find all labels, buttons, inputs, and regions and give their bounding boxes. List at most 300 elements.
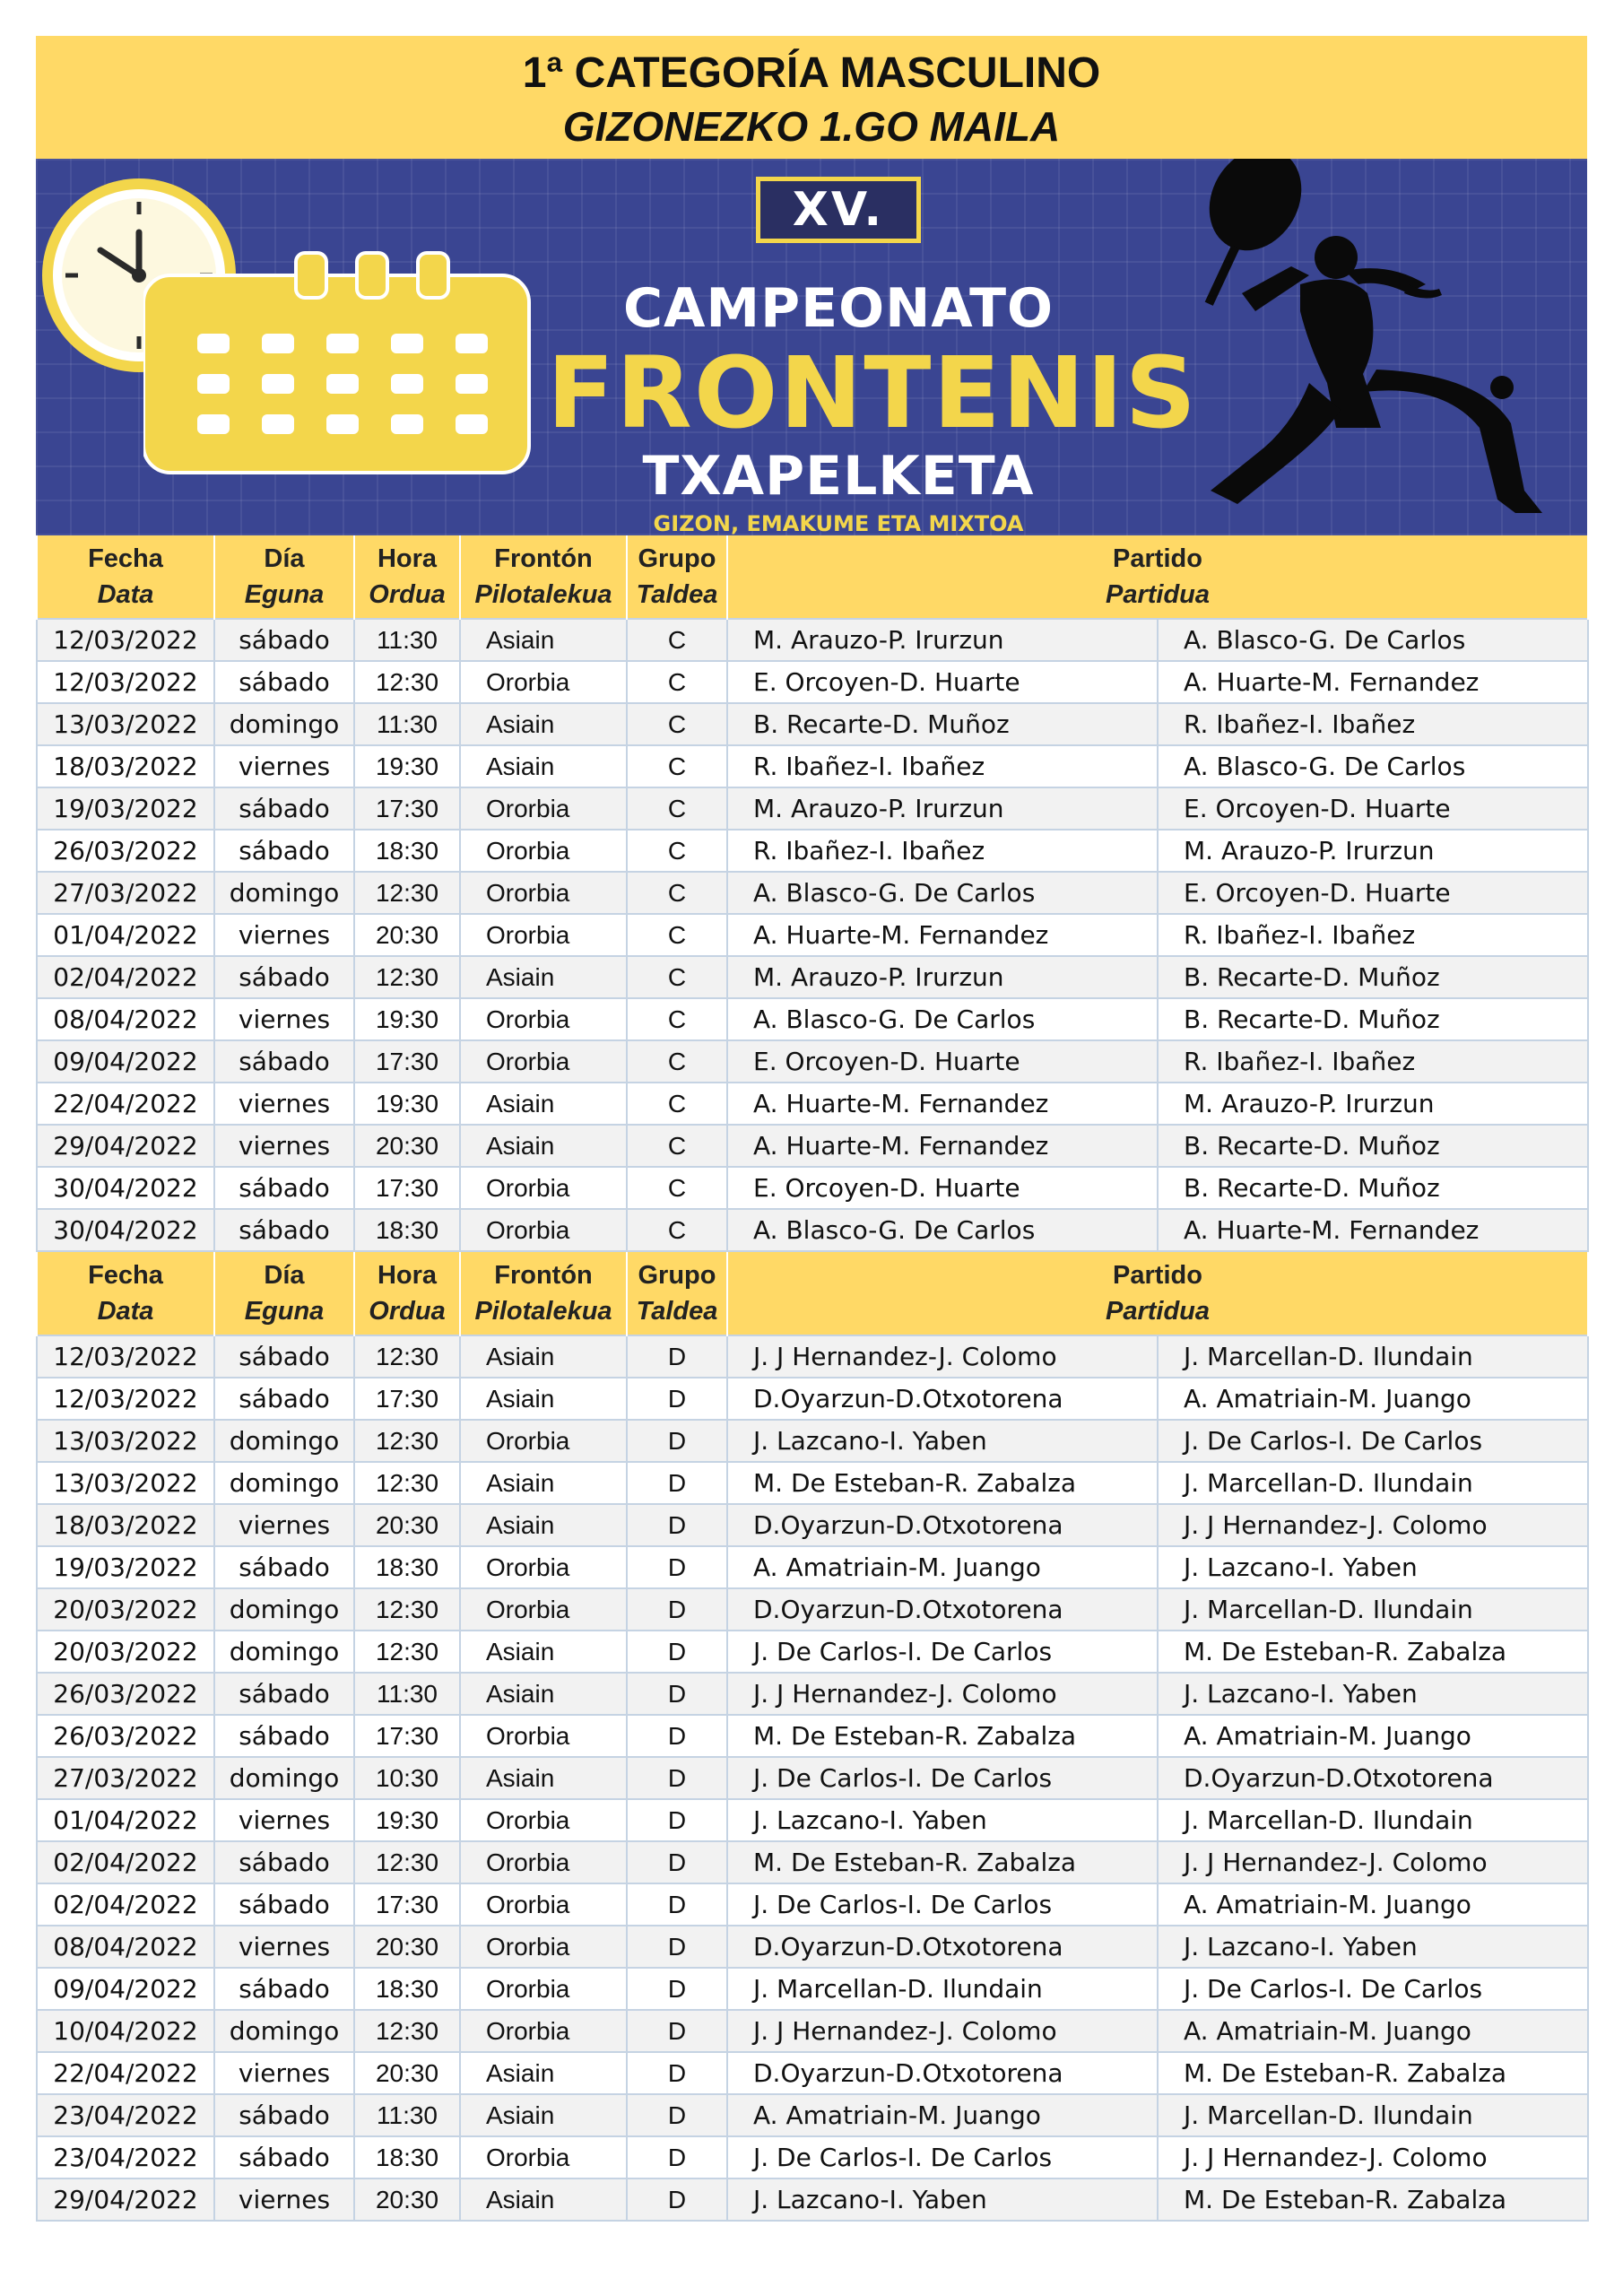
team-home: A. Huarte-M. Fernandez <box>727 914 1158 956</box>
match-time: 12:30 <box>354 1420 460 1462</box>
col-fecha-header: Fecha Data <box>37 1252 214 1335</box>
team-home: B. Recarte-D. Muñoz <box>727 703 1158 745</box>
match-time: 10:30 <box>354 1757 460 1799</box>
match-day: sábado <box>214 787 354 830</box>
team-home: J. Lazcano-I. Yaben <box>727 2179 1158 2221</box>
match-group: D <box>627 1378 727 1420</box>
match-date: 08/04/2022 <box>37 1926 214 1968</box>
match-venue: Asiain <box>460 1504 627 1546</box>
team-away: B. Recarte-D. Muñoz <box>1158 1167 1588 1209</box>
match-group: C <box>627 661 727 703</box>
match-date: 29/04/2022 <box>37 2179 214 2221</box>
team-away: J. De Carlos-I. De Carlos <box>1158 1420 1588 1462</box>
team-home: R. Ibañez-I. Ibañez <box>727 830 1158 872</box>
table-row <box>37 1335 1588 1378</box>
table-row <box>37 1799 1588 1841</box>
team-home: M. De Esteban-R. Zabalza <box>727 1841 1158 1883</box>
match-venue: Ororbia <box>460 872 627 914</box>
match-venue: Ororbia <box>460 830 627 872</box>
match-date: 27/03/2022 <box>37 1757 214 1799</box>
match-venue: Ororbia <box>460 1883 627 1926</box>
table-row <box>37 1462 1588 1504</box>
team-home: M. Arauzo-P. Irurzun <box>727 619 1158 661</box>
match-time: 19:30 <box>354 1083 460 1125</box>
match-group: D <box>627 1588 727 1631</box>
match-time: 20:30 <box>354 1926 460 1968</box>
match-day: domingo <box>214 1631 354 1673</box>
col-partido-header: Partido Partidua <box>727 535 1588 619</box>
team-away: A. Blasco-G. De Carlos <box>1158 745 1588 787</box>
match-group: D <box>627 1968 727 2010</box>
col-dia-header: Día Eguna <box>214 1252 354 1335</box>
match-day: sábado <box>214 1335 354 1378</box>
match-date: 29/04/2022 <box>37 1125 214 1167</box>
team-away: M. De Esteban-R. Zabalza <box>1158 2052 1588 2094</box>
col-fronton-header: Frontón Pilotalekua <box>460 1252 627 1335</box>
team-home: M. De Esteban-R. Zabalza <box>727 1715 1158 1757</box>
table-row <box>37 1125 1588 1167</box>
team-away: M. Arauzo-P. Irurzun <box>1158 1083 1588 1125</box>
tournament-banner <box>36 159 1587 535</box>
match-date: 01/04/2022 <box>37 1799 214 1841</box>
match-day: viernes <box>214 1926 354 1968</box>
banner-line-frontenis: FRONTENIS <box>547 335 1198 450</box>
table-row <box>37 956 1588 998</box>
match-day: domingo <box>214 1462 354 1504</box>
col-hora-header: Hora Ordua <box>354 535 460 619</box>
match-time: 20:30 <box>354 1504 460 1546</box>
match-date: 02/04/2022 <box>37 1841 214 1883</box>
match-date: 08/04/2022 <box>37 998 214 1040</box>
match-group: D <box>627 1799 727 1841</box>
team-away: J. De Carlos-I. De Carlos <box>1158 1968 1588 2010</box>
title-spanish: 1ª CATEGORÍA MASCULINO <box>522 49 1101 97</box>
team-away: J. Marcellan-D. Ilundain <box>1158 1799 1588 1841</box>
match-group: C <box>627 787 727 830</box>
match-group: D <box>627 2010 727 2052</box>
team-home: J. De Carlos-I. De Carlos <box>727 1883 1158 1926</box>
match-date: 12/03/2022 <box>37 1335 214 1378</box>
team-away: E. Orcoyen-D. Huarte <box>1158 787 1588 830</box>
match-day: domingo <box>214 872 354 914</box>
team-away: E. Orcoyen-D. Huarte <box>1158 872 1588 914</box>
match-group: C <box>627 956 727 998</box>
match-group: D <box>627 2052 727 2094</box>
col-grupo-header: Grupo Taldea <box>627 1252 727 1335</box>
match-time: 19:30 <box>354 1799 460 1841</box>
match-venue: Asiain <box>460 1125 627 1167</box>
match-venue: Asiain <box>460 619 627 661</box>
match-date: 13/03/2022 <box>37 1420 214 1462</box>
match-time: 17:30 <box>354 1167 460 1209</box>
match-date: 22/04/2022 <box>37 1083 214 1125</box>
header-row-group-d <box>37 1252 1588 1335</box>
match-group: C <box>627 998 727 1040</box>
match-group: D <box>627 1757 727 1799</box>
table-row <box>37 1378 1588 1420</box>
team-away: R. Ibañez-I. Ibañez <box>1158 914 1588 956</box>
match-day: domingo <box>214 1588 354 1631</box>
match-date: 18/03/2022 <box>37 1504 214 1546</box>
table-row <box>37 1968 1588 2010</box>
match-time: 12:30 <box>354 872 460 914</box>
team-home: A. Blasco-G. De Carlos <box>727 998 1158 1040</box>
match-day: sábado <box>214 1883 354 1926</box>
team-away: J. J Hernandez-J. Colomo <box>1158 1841 1588 1883</box>
banner-line-categories: GIZON, EMAKUME ETA MIXTOA <box>653 511 1024 535</box>
col-fecha-header: Fecha Data <box>37 535 214 619</box>
match-date: 09/04/2022 <box>37 1968 214 2010</box>
match-venue: Asiain <box>460 2179 627 2221</box>
team-home: D.Oyarzun-D.Otxotorena <box>727 1926 1158 1968</box>
match-date: 09/04/2022 <box>37 1040 214 1083</box>
match-date: 10/04/2022 <box>37 2010 214 2052</box>
team-away: A. Amatriain-M. Juango <box>1158 1378 1588 1420</box>
match-venue: Asiain <box>460 2094 627 2136</box>
team-away: A. Huarte-M. Fernandez <box>1158 1209 1588 1251</box>
match-venue: Ororbia <box>460 914 627 956</box>
match-group: D <box>627 1631 727 1673</box>
match-date: 27/03/2022 <box>37 872 214 914</box>
match-date: 26/03/2022 <box>37 1715 214 1757</box>
match-date: 13/03/2022 <box>37 703 214 745</box>
team-away: J. Marcellan-D. Ilundain <box>1158 1588 1588 1631</box>
team-home: J. De Carlos-I. De Carlos <box>727 1631 1158 1673</box>
team-away: B. Recarte-D. Muñoz <box>1158 998 1588 1040</box>
col-dia-header: Día Eguna <box>214 535 354 619</box>
match-time: 17:30 <box>354 1378 460 1420</box>
match-day: domingo <box>214 2010 354 2052</box>
match-day: domingo <box>214 1420 354 1462</box>
match-date: 18/03/2022 <box>37 745 214 787</box>
header-row-group-c <box>37 535 1588 619</box>
match-venue: Ororbia <box>460 1546 627 1588</box>
match-group: D <box>627 2136 727 2179</box>
match-group: D <box>627 1926 727 1968</box>
team-home: A. Amatriain-M. Juango <box>727 1546 1158 1588</box>
team-home: D.Oyarzun-D.Otxotorena <box>727 1588 1158 1631</box>
team-home: E. Orcoyen-D. Huarte <box>727 661 1158 703</box>
match-time: 19:30 <box>354 745 460 787</box>
match-time: 12:30 <box>354 1588 460 1631</box>
team-away: A. Huarte-M. Fernandez <box>1158 661 1588 703</box>
match-day: sábado <box>214 1673 354 1715</box>
match-day: sábado <box>214 661 354 703</box>
match-date: 12/03/2022 <box>37 1378 214 1420</box>
match-venue: Asiain <box>460 956 627 998</box>
table-row <box>37 1420 1588 1462</box>
match-venue: Ororbia <box>460 1588 627 1631</box>
table-row <box>37 2094 1588 2136</box>
match-day: viernes <box>214 1083 354 1125</box>
table-row <box>37 998 1588 1040</box>
banner-line-campeonato: CAMPEONATO <box>622 277 1055 340</box>
match-group: D <box>627 1841 727 1883</box>
table-row <box>37 787 1588 830</box>
table-row <box>37 1926 1588 1968</box>
match-date: 19/03/2022 <box>37 787 214 830</box>
match-date: 19/03/2022 <box>37 1546 214 1588</box>
team-away: J. Lazcano-I. Yaben <box>1158 1926 1588 1968</box>
match-day: sábado <box>214 1209 354 1251</box>
team-away: A. Amatriain-M. Juango <box>1158 1883 1588 1926</box>
team-home: A. Blasco-G. De Carlos <box>727 872 1158 914</box>
team-home: M. Arauzo-P. Irurzun <box>727 956 1158 998</box>
table-row <box>37 1083 1588 1125</box>
team-away: J. J Hernandez-J. Colomo <box>1158 1504 1588 1546</box>
match-group: C <box>627 619 727 661</box>
match-date: 20/03/2022 <box>37 1588 214 1631</box>
match-group: C <box>627 830 727 872</box>
match-day: viernes <box>214 1799 354 1841</box>
match-group: C <box>627 1125 727 1167</box>
match-time: 18:30 <box>354 1968 460 2010</box>
banner-title <box>547 159 1198 535</box>
table-row <box>37 1040 1588 1083</box>
team-home: A. Blasco-G. De Carlos <box>727 1209 1158 1251</box>
match-date: 23/04/2022 <box>37 2094 214 2136</box>
match-time: 11:30 <box>354 1673 460 1715</box>
match-group: D <box>627 2179 727 2221</box>
match-time: 19:30 <box>354 998 460 1040</box>
match-time: 12:30 <box>354 2010 460 2052</box>
match-group: D <box>627 1420 727 1462</box>
banner-line-txapelketa: TXAPELKETA <box>642 445 1035 508</box>
match-venue: Asiain <box>460 1462 627 1504</box>
match-date: 30/04/2022 <box>37 1167 214 1209</box>
match-date: 22/04/2022 <box>37 2052 214 2094</box>
table-row <box>37 1883 1588 1926</box>
match-venue: Asiain <box>460 1378 627 1420</box>
table-row <box>37 1841 1588 1883</box>
match-day: sábado <box>214 2094 354 2136</box>
team-home: J. J Hernandez-J. Colomo <box>727 1673 1158 1715</box>
team-home: D.Oyarzun-D.Otxotorena <box>727 1378 1158 1420</box>
match-time: 11:30 <box>354 703 460 745</box>
team-home: E. Orcoyen-D. Huarte <box>727 1040 1158 1083</box>
match-day: sábado <box>214 1968 354 2010</box>
team-away: J. Lazcano-I. Yaben <box>1158 1673 1588 1715</box>
table-row <box>37 2136 1588 2179</box>
team-away: M. De Esteban-R. Zabalza <box>1158 2179 1588 2221</box>
table-row <box>37 2010 1588 2052</box>
match-group: C <box>627 1040 727 1083</box>
match-group: C <box>627 1209 727 1251</box>
team-home: M. Arauzo-P. Irurzun <box>727 787 1158 830</box>
match-day: sábado <box>214 1378 354 1420</box>
match-date: 02/04/2022 <box>37 1883 214 1926</box>
col-fronton-header: Frontón Pilotalekua <box>460 535 627 619</box>
match-day: sábado <box>214 2136 354 2179</box>
group-d-rows <box>37 1335 1588 2221</box>
team-away: A. Blasco-G. De Carlos <box>1158 619 1588 661</box>
match-time: 20:30 <box>354 2052 460 2094</box>
match-day: sábado <box>214 619 354 661</box>
team-home: E. Orcoyen-D. Huarte <box>727 1167 1158 1209</box>
team-away: M. Arauzo-P. Irurzun <box>1158 830 1588 872</box>
team-home: J. Lazcano-I. Yaben <box>727 1799 1158 1841</box>
match-date: 13/03/2022 <box>37 1462 214 1504</box>
match-group: D <box>627 1335 727 1378</box>
match-day: domingo <box>214 703 354 745</box>
match-date: 12/03/2022 <box>37 661 214 703</box>
match-day: sábado <box>214 956 354 998</box>
match-day: sábado <box>214 1841 354 1883</box>
match-date: 01/04/2022 <box>37 914 214 956</box>
col-grupo-header: Grupo Taldea <box>627 535 727 619</box>
match-time: 17:30 <box>354 1040 460 1083</box>
match-venue: Asiain <box>460 2052 627 2094</box>
match-venue: Ororbia <box>460 1167 627 1209</box>
match-time: 12:30 <box>354 1462 460 1504</box>
match-date: 26/03/2022 <box>37 830 214 872</box>
table-row <box>37 619 1588 661</box>
match-venue: Ororbia <box>460 1040 627 1083</box>
calendar-icon <box>143 248 538 482</box>
team-away: J. Lazcano-I. Yaben <box>1158 1546 1588 1588</box>
match-venue: Asiain <box>460 1335 627 1378</box>
match-venue: Ororbia <box>460 2010 627 2052</box>
match-venue: Ororbia <box>460 1420 627 1462</box>
team-away: B. Recarte-D. Muñoz <box>1158 956 1588 998</box>
match-day: viernes <box>214 1125 354 1167</box>
match-venue: Ororbia <box>460 787 627 830</box>
team-away: A. Amatriain-M. Juango <box>1158 1715 1588 1757</box>
team-home: J. De Carlos-I. De Carlos <box>727 1757 1158 1799</box>
team-away: R. Ibañez-I. Ibañez <box>1158 703 1588 745</box>
match-time: 17:30 <box>354 1883 460 1926</box>
match-day: viernes <box>214 998 354 1040</box>
team-home: D.Oyarzun-D.Otxotorena <box>727 1504 1158 1546</box>
group-c-rows <box>37 619 1588 1251</box>
match-day: sábado <box>214 1546 354 1588</box>
match-date: 12/03/2022 <box>37 619 214 661</box>
match-venue: Ororbia <box>460 1968 627 2010</box>
match-time: 17:30 <box>354 1715 460 1757</box>
team-home: J. J Hernandez-J. Colomo <box>727 1335 1158 1378</box>
team-home: A. Huarte-M. Fernandez <box>727 1083 1158 1125</box>
team-away: B. Recarte-D. Muñoz <box>1158 1125 1588 1167</box>
match-day: viernes <box>214 2179 354 2221</box>
match-time: 12:30 <box>354 956 460 998</box>
team-home: M. De Esteban-R. Zabalza <box>727 1462 1158 1504</box>
team-away: J. Marcellan-D. Ilundain <box>1158 2094 1588 2136</box>
match-venue: Ororbia <box>460 2136 627 2179</box>
team-home: J. De Carlos-I. De Carlos <box>727 2136 1158 2179</box>
schedule-table-group-c <box>36 535 1589 1252</box>
table-row <box>37 1504 1588 1546</box>
team-away: D.Oyarzun-D.Otxotorena <box>1158 1757 1588 1799</box>
match-date: 30/04/2022 <box>37 1209 214 1251</box>
match-time: 11:30 <box>354 619 460 661</box>
match-time: 18:30 <box>354 830 460 872</box>
match-venue: Ororbia <box>460 1799 627 1841</box>
match-group: D <box>627 1715 727 1757</box>
match-time: 18:30 <box>354 1546 460 1588</box>
table-row <box>37 703 1588 745</box>
match-time: 12:30 <box>354 1335 460 1378</box>
schedule-sheet <box>36 36 1587 2222</box>
team-home: A. Amatriain-M. Juango <box>727 2094 1158 2136</box>
team-away: A. Amatriain-M. Juango <box>1158 2010 1588 2052</box>
col-partido-header: Partido Partidua <box>727 1252 1588 1335</box>
match-day: viernes <box>214 1504 354 1546</box>
table-row <box>37 914 1588 956</box>
match-venue: Ororbia <box>460 1841 627 1883</box>
table-row <box>37 661 1588 703</box>
match-time: 12:30 <box>354 1841 460 1883</box>
match-group: C <box>627 914 727 956</box>
edition-badge: XV. <box>756 177 921 243</box>
team-away: J. J Hernandez-J. Colomo <box>1158 2136 1588 2179</box>
match-venue: Asiain <box>460 745 627 787</box>
match-group: D <box>627 1883 727 1926</box>
team-home: D.Oyarzun-D.Otxotorena <box>727 2052 1158 2094</box>
match-time: 18:30 <box>354 2136 460 2179</box>
match-venue: Asiain <box>460 1631 627 1673</box>
match-venue: Asiain <box>460 1757 627 1799</box>
match-venue: Asiain <box>460 1673 627 1715</box>
match-date: 20/03/2022 <box>37 1631 214 1673</box>
match-venue: Asiain <box>460 1083 627 1125</box>
table-row <box>37 1546 1588 1588</box>
match-group: C <box>627 872 727 914</box>
match-day: sábado <box>214 1040 354 1083</box>
match-venue: Ororbia <box>460 661 627 703</box>
table-row <box>37 1631 1588 1673</box>
schedule-table-group-d <box>36 1252 1589 2222</box>
match-group: C <box>627 745 727 787</box>
match-group: D <box>627 1673 727 1715</box>
table-row <box>37 872 1588 914</box>
match-date: 02/04/2022 <box>37 956 214 998</box>
match-time: 20:30 <box>354 2179 460 2221</box>
match-date: 26/03/2022 <box>37 1673 214 1715</box>
match-group: C <box>627 703 727 745</box>
match-time: 18:30 <box>354 1209 460 1251</box>
match-group: D <box>627 1546 727 1588</box>
match-day: viernes <box>214 2052 354 2094</box>
match-day: domingo <box>214 1757 354 1799</box>
team-home: J. J Hernandez-J. Colomo <box>727 2010 1158 2052</box>
match-day: viernes <box>214 745 354 787</box>
match-day: viernes <box>214 914 354 956</box>
table-row <box>37 2052 1588 2094</box>
match-group: C <box>627 1083 727 1125</box>
table-row <box>37 745 1588 787</box>
frontenis-player-silhouette <box>1157 159 1587 535</box>
match-day: sábado <box>214 830 354 872</box>
team-away: M. De Esteban-R. Zabalza <box>1158 1631 1588 1673</box>
match-day: sábado <box>214 1167 354 1209</box>
team-home: J. Lazcano-I. Yaben <box>727 1420 1158 1462</box>
table-row <box>37 1715 1588 1757</box>
title-band <box>36 36 1587 159</box>
match-venue: Asiain <box>460 703 627 745</box>
match-day: sábado <box>214 1715 354 1757</box>
title-basque: GIZONEZKO 1.GO MAILA <box>562 103 1061 150</box>
team-away: R. Ibañez-I. Ibañez <box>1158 1040 1588 1083</box>
match-time: 12:30 <box>354 1631 460 1673</box>
table-row <box>37 1588 1588 1631</box>
table-row <box>37 2179 1588 2221</box>
team-home: A. Huarte-M. Fernandez <box>727 1125 1158 1167</box>
match-group: D <box>627 1504 727 1546</box>
team-home: J. Marcellan-D. Ilundain <box>727 1968 1158 2010</box>
match-group: D <box>627 1462 727 1504</box>
match-venue: Ororbia <box>460 1926 627 1968</box>
match-time: 11:30 <box>354 2094 460 2136</box>
